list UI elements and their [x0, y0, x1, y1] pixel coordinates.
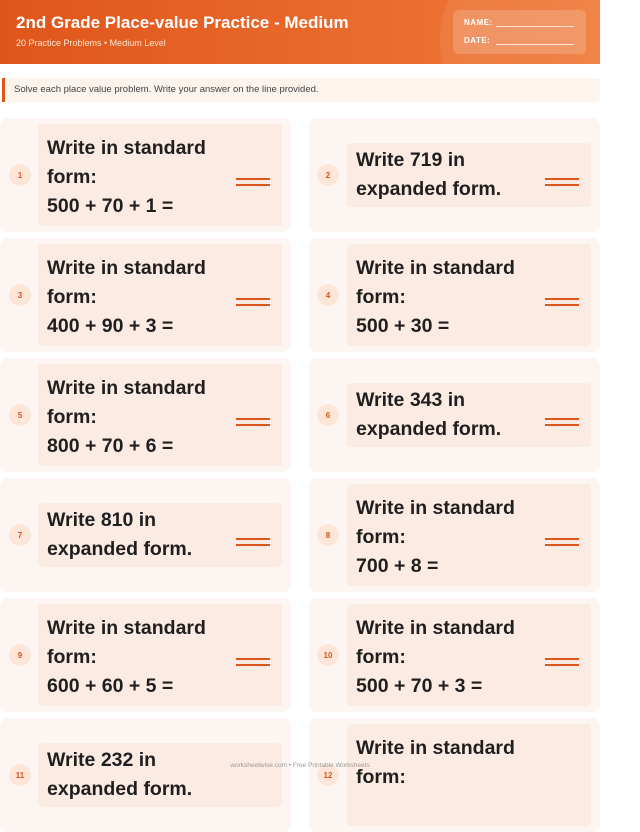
question-text — [356, 146, 536, 204]
question-line: expanded form. — [47, 538, 193, 560]
answer-line[interactable] — [236, 538, 270, 540]
question-line: form: — [356, 526, 406, 548]
problem-number: 1 — [9, 164, 31, 186]
problem-card — [0, 358, 291, 472]
answer-line[interactable] — [545, 298, 579, 300]
answer-underline — [236, 664, 270, 666]
problem-number: 5 — [9, 404, 31, 426]
answer-line[interactable] — [236, 418, 270, 420]
question-text — [47, 134, 227, 221]
answer-line[interactable] — [545, 658, 579, 660]
question-line: expanded form. — [47, 778, 193, 800]
question-text — [47, 746, 227, 804]
problem-number: 2 — [317, 164, 339, 186]
problem-number: 6 — [317, 404, 339, 426]
problem-card — [309, 118, 600, 232]
name-write-line[interactable] — [496, 26, 574, 27]
page-subtitle: 20 Practice Problems • Medium Level — [16, 38, 166, 48]
problem-card — [309, 238, 600, 352]
question-line: form: — [47, 166, 97, 188]
answer-underline — [545, 184, 579, 186]
question-box — [38, 503, 282, 567]
question-box — [347, 724, 591, 826]
question-line: form: — [356, 646, 406, 668]
name-date-box — [453, 10, 586, 54]
date-label: DATE: — [464, 36, 491, 45]
question-line: 500 + 70 + 3 = — [356, 675, 483, 697]
question-line: 500 + 30 = — [356, 315, 450, 337]
problem-number: 10 — [317, 644, 339, 666]
answer-underline — [236, 544, 270, 546]
question-box — [347, 143, 591, 207]
date-write-line[interactable] — [496, 44, 574, 45]
question-box — [347, 244, 591, 346]
question-text — [356, 614, 536, 701]
problem-card — [309, 358, 600, 472]
question-line: Write in standard — [356, 497, 515, 519]
question-box — [38, 244, 282, 346]
question-line: form: — [47, 286, 97, 308]
answer-line[interactable] — [236, 178, 270, 180]
question-line: form: — [356, 286, 406, 308]
question-line: Write in standard — [356, 737, 515, 759]
question-line: Write 719 in — [356, 149, 466, 171]
question-box — [347, 484, 591, 586]
problem-card — [0, 478, 291, 592]
answer-line[interactable] — [236, 658, 270, 660]
question-text — [47, 374, 227, 461]
question-line: form: — [47, 646, 97, 668]
question-box — [347, 383, 591, 447]
question-text — [47, 506, 227, 564]
footer: worksheetwise.com • Free Printable Worksheets — [230, 762, 370, 769]
question-line: Write 343 in — [356, 389, 466, 411]
question-line: form: — [47, 406, 97, 428]
worksheet-header — [0, 0, 600, 64]
question-box — [38, 364, 282, 466]
answer-underline — [545, 424, 579, 426]
question-text — [356, 494, 536, 581]
problem-card — [0, 718, 291, 832]
problem-card — [0, 118, 291, 232]
question-line: Write in standard — [356, 617, 515, 639]
question-line: Write 810 in — [47, 509, 157, 531]
problem-card — [309, 718, 600, 832]
question-text — [47, 254, 227, 341]
question-line: expanded form. — [356, 418, 502, 440]
question-box — [38, 743, 282, 807]
problem-number: 9 — [9, 644, 31, 666]
question-box — [38, 604, 282, 706]
answer-line[interactable] — [545, 418, 579, 420]
problem-card — [0, 598, 291, 712]
question-line: Write in standard — [356, 257, 515, 279]
question-line: 400 + 90 + 3 = — [47, 315, 174, 337]
answer-line[interactable] — [545, 178, 579, 180]
question-line: Write in standard — [47, 137, 206, 159]
instructions: Solve each place value problem. Write your answer on the line provided. — [2, 78, 600, 102]
problem-card — [309, 598, 600, 712]
answer-underline — [545, 664, 579, 666]
problem-number: 11 — [9, 764, 31, 786]
question-box — [347, 604, 591, 706]
answer-underline — [236, 304, 270, 306]
question-line: Write in standard — [47, 257, 206, 279]
answer-underline — [545, 544, 579, 546]
question-line: 500 + 70 + 1 = — [47, 195, 174, 217]
question-text — [47, 614, 227, 701]
question-text — [356, 386, 536, 444]
answer-line[interactable] — [236, 298, 270, 300]
problem-number: 7 — [9, 524, 31, 546]
answer-underline — [236, 424, 270, 426]
question-text — [356, 254, 536, 341]
problem-card — [0, 238, 291, 352]
answer-underline — [236, 184, 270, 186]
question-line: Write 232 in — [47, 749, 157, 771]
page-title: 2nd Grade Place-value Practice - Medium — [16, 13, 349, 32]
problem-number: 12 — [317, 764, 339, 786]
question-line: Write in standard — [47, 377, 206, 399]
answer-underline — [545, 304, 579, 306]
question-line: 600 + 60 + 5 = — [47, 675, 174, 697]
question-line: form: — [356, 766, 406, 788]
name-label: NAME: — [464, 18, 493, 27]
problem-number: 4 — [317, 284, 339, 306]
question-line: 700 + 8 = — [356, 555, 439, 577]
question-line: Write in standard — [47, 617, 206, 639]
answer-line[interactable] — [545, 538, 579, 540]
question-box — [38, 124, 282, 226]
question-line: expanded form. — [356, 178, 502, 200]
problem-number: 8 — [317, 524, 339, 546]
problem-card — [309, 478, 600, 592]
problem-number: 3 — [9, 284, 31, 306]
question-line: 800 + 70 + 6 = — [47, 435, 174, 457]
